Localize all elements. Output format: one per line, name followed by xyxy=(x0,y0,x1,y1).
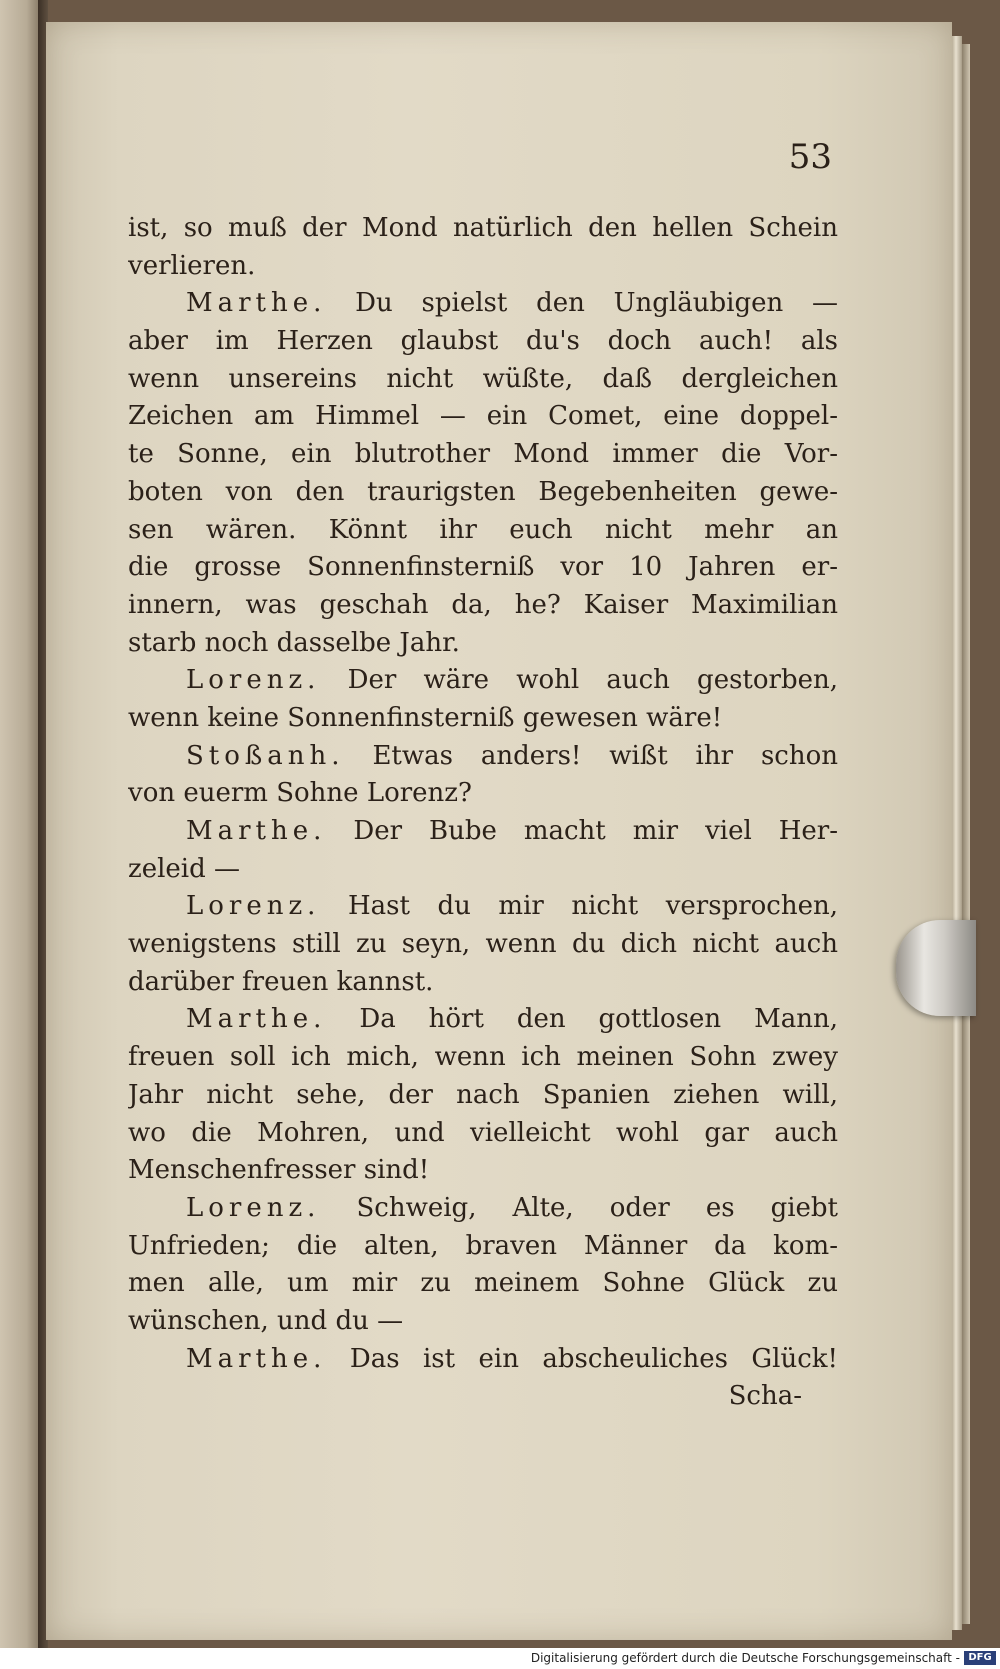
text-line: Marthe. Das ist ein abscheuliches Glück! xyxy=(186,1343,838,1374)
text-line: verlieren. xyxy=(128,250,256,281)
speaker-name: Marthe. xyxy=(186,288,327,319)
text-line: wo die Mohren, und vielleicht wohl gar auch xyxy=(128,1117,838,1148)
text-line: Marthe. Du spielst den Ungläubigen — xyxy=(186,288,838,319)
speaker-name: Lorenz. xyxy=(186,1192,321,1223)
text-line: starb noch dasselbe Jahr. xyxy=(128,627,460,658)
speaker-name: Marthe. xyxy=(186,1004,327,1035)
text-line: Jahr nicht sehe, der nach Spanien ziehen will, xyxy=(128,1079,838,1110)
text-line: Stoßanh. Etwas anders! wißt ihr schon xyxy=(186,740,838,771)
page-text xyxy=(128,210,838,1416)
text-line: freuen soll ich mich, wenn ich meinen Sohn zwey xyxy=(128,1042,838,1073)
text-line: te Sonne, ein blutrother Mond immer die Vor- xyxy=(128,439,838,470)
text-line: wünschen, und du — xyxy=(128,1305,404,1336)
catchword: Scha- xyxy=(728,1381,802,1412)
left-page-edge xyxy=(0,0,38,1669)
text-line: von euerm Sohne Lorenz? xyxy=(128,778,472,809)
speaker-name: Marthe. xyxy=(186,1343,327,1374)
page-stack-edge-outer xyxy=(962,44,970,1624)
speaker-name: Lorenz. xyxy=(186,891,321,922)
text-line: wenn keine Sonnenfinsterniß gewesen wäre! xyxy=(128,702,723,733)
text-line: Menschenfresser sind! xyxy=(128,1155,430,1186)
book-page xyxy=(46,22,952,1640)
text-line: Zeichen am Himmel — ein Comet, eine doppel- xyxy=(128,401,838,432)
text-line: ist, so muß der Mond natürlich den hellen Schein xyxy=(128,213,838,243)
speaker-name: Stoßanh. xyxy=(186,740,345,771)
text-line: wenn unsereins nicht wüßte, daß dergleichen xyxy=(128,363,838,394)
text-line: Lorenz. Der wäre wohl auch gestorben, xyxy=(186,665,838,696)
text-line: zeleid — xyxy=(128,853,241,884)
text-line: Lorenz. Hast du mir nicht versprochen, xyxy=(186,891,838,922)
text-line: innern, was geschah da, he? Kaiser Maximilian xyxy=(128,589,838,620)
text-line: men alle, um mir zu meinem Sohne Glück zu xyxy=(128,1268,838,1299)
speaker-name: Marthe. xyxy=(186,816,327,846)
digitization-footer xyxy=(0,1648,1000,1669)
page-clip xyxy=(896,920,976,1016)
dfg-logo: DFG xyxy=(964,1651,996,1665)
text-line: sen wären. Könnt ihr euch nicht mehr an xyxy=(128,514,838,545)
speaker-name: Lorenz. xyxy=(186,665,321,696)
text-line: boten von den traurigsten Begebenheiten gewe- xyxy=(128,476,838,507)
page-stack-edge xyxy=(952,36,962,1630)
text-line: Marthe. Da hört den gottlosen Mann, xyxy=(186,1004,838,1035)
page-number: 53 xyxy=(788,137,832,177)
text-line: Marthe. Der Bube macht mir viel Her- xyxy=(186,816,838,846)
text-line: wenigstens still zu seyn, wenn du dich nicht auch xyxy=(128,929,838,960)
text-line: darüber freuen kannst. xyxy=(128,966,434,997)
text-line: Unfrieden; die alten, braven Männer da kom- xyxy=(128,1230,838,1261)
text-line: aber im Herzen glaubst du's doch auch! als xyxy=(128,326,838,357)
text-line: die grosse Sonnenfinsterniß vor 10 Jahren er- xyxy=(128,552,838,583)
text-line: Lorenz. Schweig, Alte, oder es giebt xyxy=(186,1192,838,1223)
funding-credit: Digitalisierung gefördert durch die Deutsche Forschungsgemeinschaft - xyxy=(530,1651,960,1665)
